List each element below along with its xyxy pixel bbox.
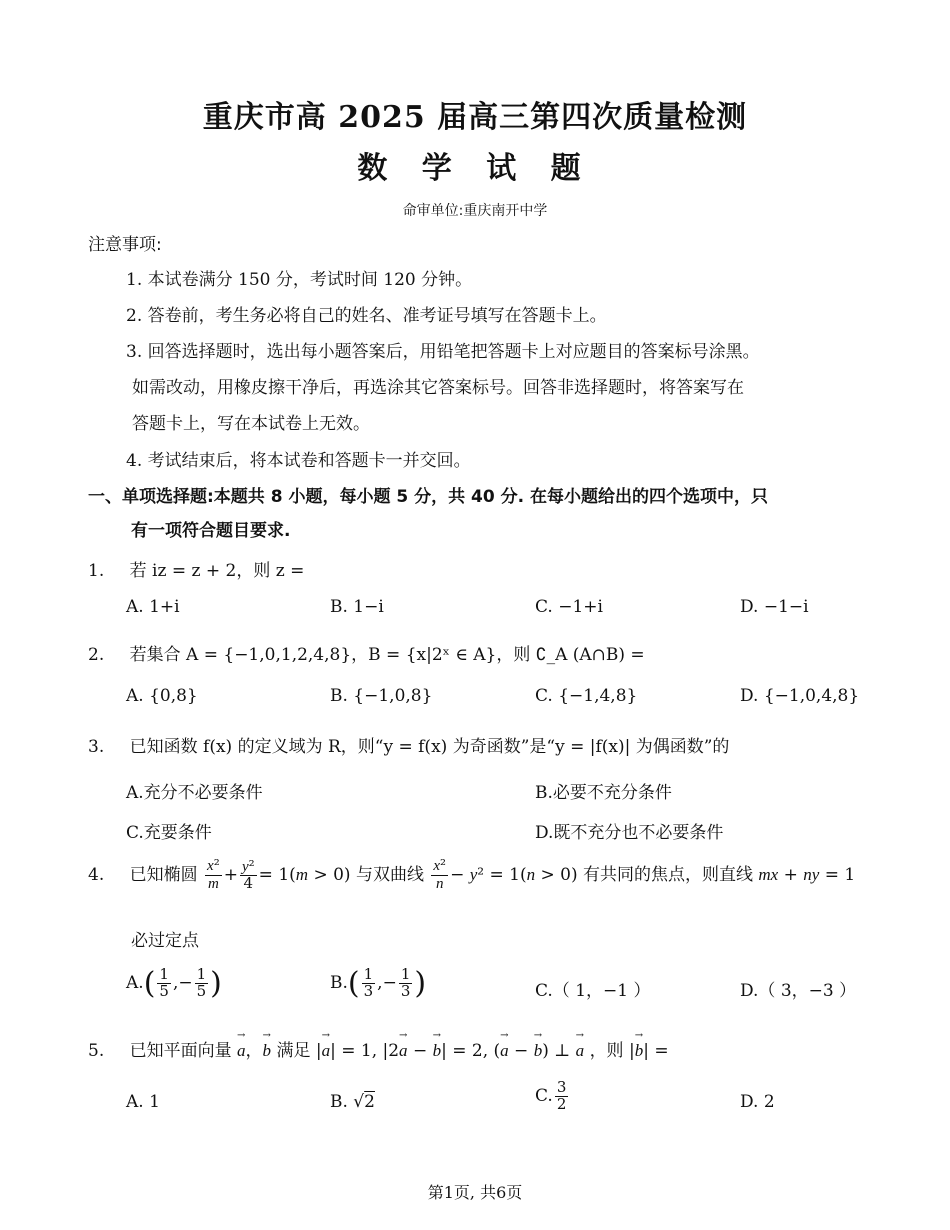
- q4-option-b: B.( $\frac{1}{3}$ ,− $\frac{1}{3}$ ): [330, 965, 427, 1001]
- question-stem-part: 与双曲线: [355, 864, 424, 885]
- formula-fraction: $\frac{\text{x²}}{m}$: [207, 856, 220, 892]
- q2-option-d: D. {−1,0,4,8}: [740, 686, 860, 706]
- q3-option-a: A.充分不必要条件: [126, 783, 263, 803]
- section-heading-cont: 有一项符合题目要求.: [131, 521, 291, 541]
- notice-item-1: 1. 本试卷满分 150 分，考试时间 120 分钟。: [126, 270, 473, 290]
- notice-item-3-cont: 如需改动，用橡皮擦干净后，再选涂其它答案标号。回答非选择题时，将答案写在: [132, 378, 744, 398]
- question-stem-part: 有共同的焦点，则直线: [583, 864, 753, 885]
- question-stem-part: 已知椭圆: [129, 864, 198, 885]
- notice-item-3: 3. 回答选择题时，选出每小题答案后，用铅笔把答题卡上对应题目的答案标号涂黑。: [126, 342, 760, 362]
- q4-option-c: C.（ 1，−1 ）: [535, 981, 651, 1001]
- q1-option-d: D. −1−i: [740, 597, 809, 617]
- exam-unit: 命审单位:重庆南开中学: [402, 203, 548, 219]
- question-1: [88, 556, 304, 581]
- formula-fraction: $\frac{\text{x²}}{n}$: [433, 856, 447, 892]
- question-stem-part: 已知平面向量: [129, 1041, 232, 1061]
- question-2: [88, 640, 645, 665]
- question-number: 1.: [88, 561, 105, 581]
- notice-heading: 注意事项:: [88, 235, 162, 255]
- question-3: [88, 732, 729, 757]
- q4-option-a: A.( $\frac{1}{5}$ ,− $\frac{1}{5}$ ): [126, 965, 222, 1001]
- exam-subtitle: 数 学 试 题: [357, 151, 593, 186]
- question-stem-part: ，则: [589, 1041, 624, 1061]
- notice-item-2: 2. 答卷前，考生务必将自己的姓名、准考证号填写在答题卡上。: [126, 306, 607, 326]
- notice-item-3-cont2: 答题卡上，写在本试卷上无效。: [132, 414, 370, 434]
- q5-option-c: C. $\frac{3}{2}$: [535, 1078, 567, 1113]
- q3-option-d: D.既不充分也不必要条件: [535, 823, 724, 843]
- question-stem: 若 iz = z + 2，则 z =: [129, 561, 305, 581]
- notice-item-4: 4. 考试结束后，将本试卷和答题卡一并交回。: [126, 451, 471, 471]
- formula-fraction: $\frac{\text{y²}}{4}$: [241, 856, 255, 893]
- q1-option-b: B. 1−i: [330, 597, 384, 617]
- question-number: 4.: [88, 864, 105, 885]
- question-4: 4. 已知椭圆 $\frac{\text{x²}}{m}$ + $\frac{\text{y²}}{4}$ = 1(m > 0) 与双曲线 $\frac{\text{x²}}{n}$ − y² = 1(n > 0) 有共同的焦点，则直线 mx + ny = 1: [88, 856, 856, 893]
- q4-option-d: D.（ 3，−3 ）: [740, 981, 857, 1001]
- q2-option-b: B. {−1,0,8}: [330, 686, 433, 706]
- question-stem: 已知函数 f(x) 的定义域为 R，则“y = f(x) 为奇函数”是“y = |f(x)| 为偶函数”的: [129, 737, 730, 757]
- q3-option-c: C.充要条件: [126, 823, 212, 843]
- q5-option-d: D. 2: [740, 1092, 775, 1112]
- question-stem: 若集合 A = {−1,0,1,2,4,8}，B = {x|2ˣ ∈ A}，则 ∁_A (A∩B) =: [129, 645, 645, 665]
- question-5: 5. 已知平面向量 → a，→ b 满足 |→ a| = 1, |2→ a − → b| = 2, (→ a − → b) ⊥ → a ，则 |→ b| =: [88, 1036, 669, 1061]
- question-number: 5.: [88, 1041, 105, 1061]
- q2-option-a: A. {0,8}: [126, 686, 198, 706]
- question-number: 3.: [88, 737, 105, 757]
- q1-option-c: C. −1+i: [535, 597, 603, 617]
- q5-option-a: A. 1: [126, 1092, 160, 1112]
- question-stem-part: 满足: [276, 1041, 311, 1061]
- page-footer: 第1页, 共6页: [427, 1183, 523, 1202]
- q3-option-b: B.必要不充分条件: [535, 783, 672, 803]
- section-heading: 一、单项选择题:本题共 8 小题，每小题 5 分，共 40 分. 在每小题给出的四个选项中，只: [88, 487, 768, 507]
- q5-option-b: B. √2: [330, 1092, 375, 1112]
- question-number: 2.: [88, 645, 105, 665]
- question-4-cont: 必过定点: [131, 931, 199, 951]
- q2-option-c: C. {−1,4,8}: [535, 686, 638, 706]
- exam-title: 重庆市高 2025 届高三第四次质量检测: [202, 100, 748, 135]
- q1-option-a: A. 1+i: [126, 597, 180, 617]
